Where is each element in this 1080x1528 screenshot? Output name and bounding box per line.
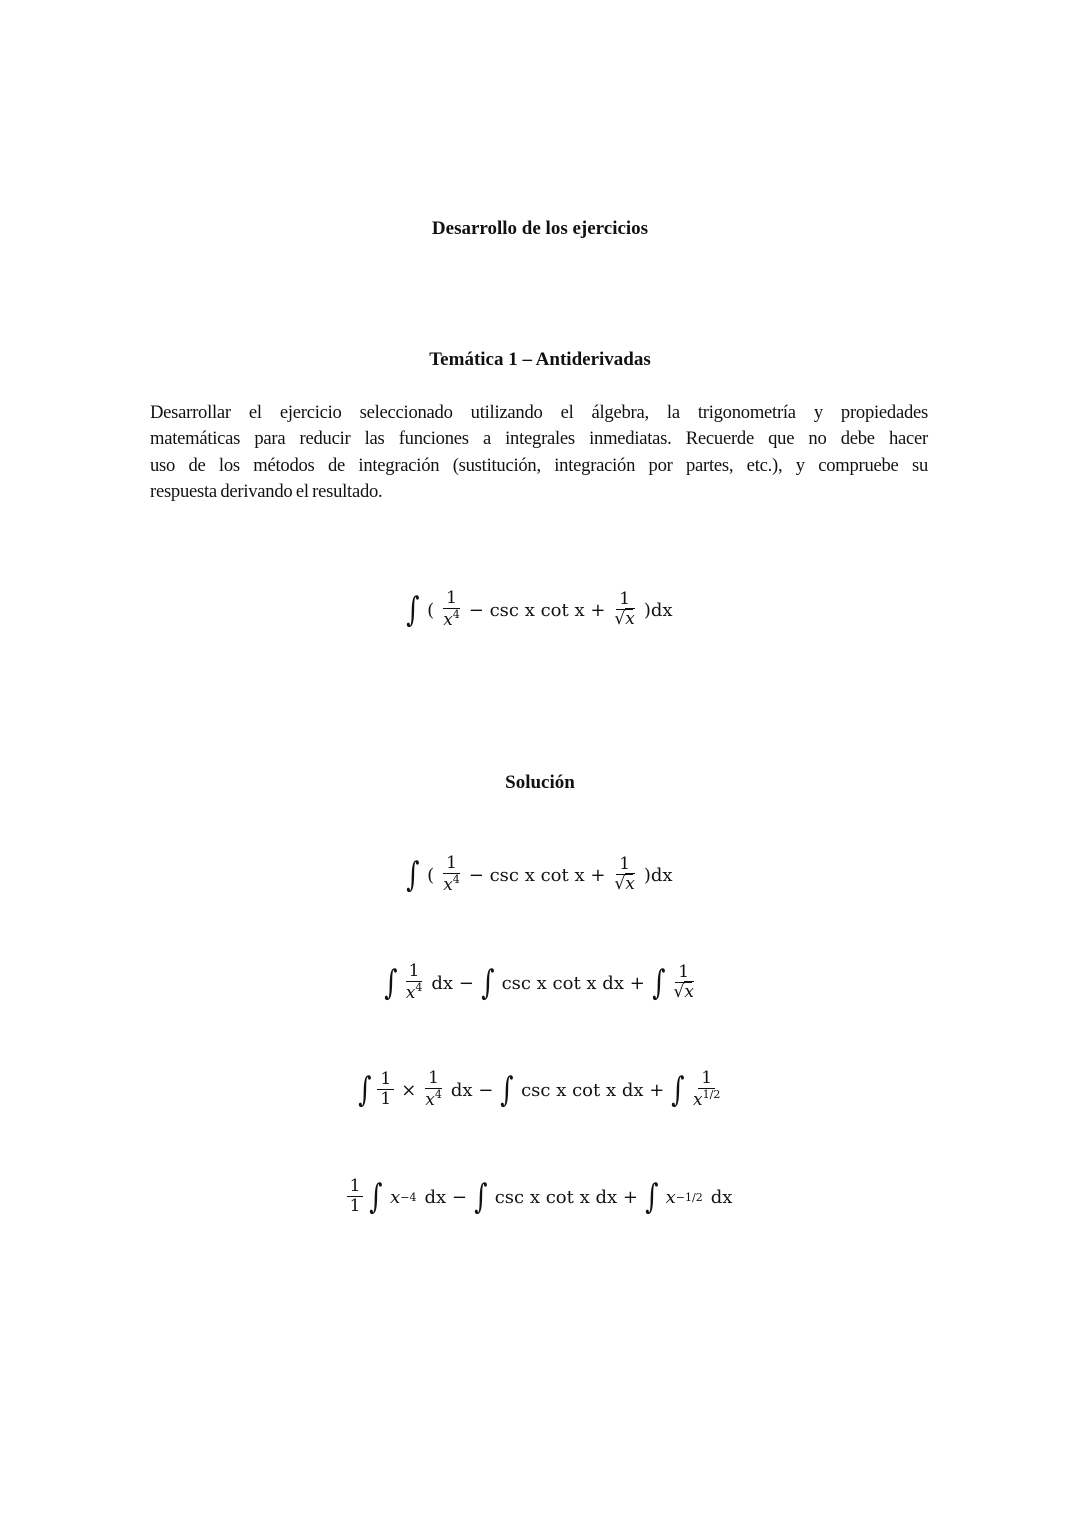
integral-sign: ∫ — [645, 1177, 659, 1217]
denominator — [423, 1089, 444, 1110]
solution-step-2 — [0, 953, 1080, 1013]
radicand: x — [684, 982, 694, 1003]
math-text: csc x cot x dx + — [501, 972, 645, 994]
exponent: 1/2 — [702, 1088, 721, 1102]
denominator — [612, 875, 636, 894]
numerator: 1 — [406, 963, 423, 982]
numerator: 1 — [443, 590, 460, 609]
denominator-base: 1 — [380, 1089, 392, 1110]
denominator-base: x — [405, 983, 416, 1004]
numerator: 1 — [698, 1070, 715, 1089]
sqrt-sign: √ — [614, 874, 626, 895]
denominator — [672, 983, 696, 1002]
denominator-base: x — [425, 1090, 435, 1111]
fraction — [404, 963, 425, 1003]
instructions-line: respuesta derivando el resultado. — [150, 480, 383, 502]
radicand: x — [625, 874, 635, 895]
exponent: −4 — [400, 1190, 417, 1204]
integral-sign: ∫ — [406, 590, 420, 630]
fraction — [423, 1070, 444, 1110]
math-text: dx — [710, 1186, 733, 1208]
fraction — [377, 1071, 394, 1109]
solution-step-4 — [0, 1167, 1080, 1227]
math-text: ( — [427, 599, 435, 621]
denominator — [441, 609, 462, 630]
fraction — [441, 590, 462, 630]
integral-sign: ∫ — [481, 963, 495, 1003]
numerator: 1 — [425, 1070, 442, 1089]
problem-equation — [0, 580, 1080, 640]
math-text: × — [401, 1079, 417, 1101]
denominator — [612, 610, 636, 629]
topic-heading: Temática 1 – Antiderivadas — [429, 349, 651, 370]
numerator: 1 — [616, 591, 633, 610]
solution-heading: Solución — [505, 772, 575, 793]
math-variable: x — [665, 1186, 676, 1208]
denominator — [348, 1197, 363, 1216]
fraction — [612, 591, 636, 629]
math-text: ( — [427, 864, 435, 886]
math-text: − csc x cot x + — [468, 599, 606, 621]
integral-sign: ∫ — [651, 963, 666, 1003]
numerator: 1 — [347, 1178, 364, 1197]
denominator — [691, 1089, 722, 1110]
instructions-line: matemáticas para reducir las funciones a integrales inmediatas. Recuerde que no debe hacer — [150, 428, 928, 450]
integral-sign: ∫ — [500, 1070, 514, 1110]
integral-sign: ∫ — [406, 855, 420, 895]
denominator-base: x — [693, 1090, 703, 1111]
fraction — [691, 1070, 722, 1110]
power — [666, 1187, 703, 1208]
math-text: csc x cot x dx + — [494, 1186, 638, 1208]
fraction — [612, 856, 636, 894]
integral-sign: ∫ — [384, 963, 398, 1003]
numerator: 1 — [377, 1071, 394, 1090]
math-text: dx − — [450, 1079, 494, 1101]
exponent: 4 — [434, 1088, 442, 1102]
math-variable: x — [390, 1186, 401, 1208]
math-text: − csc x cot x + — [468, 864, 606, 886]
denominator-base: x — [443, 610, 453, 631]
denominator-base: x — [443, 875, 453, 896]
integral-sign: ∫ — [357, 1070, 372, 1110]
fraction — [672, 964, 696, 1002]
math-text: csc x cot x dx + — [521, 1079, 665, 1101]
integral-sign: ∫ — [474, 1177, 488, 1217]
math-text: )dx — [643, 864, 673, 886]
instructions-line: Desarrollar el ejercicio seleccionado utilizando el álgebra, la trigonometría y propiedades — [150, 402, 928, 423]
numerator: 1 — [675, 964, 692, 983]
denominator — [404, 982, 425, 1003]
radicand: x — [625, 609, 635, 630]
denominator-base: 1 — [349, 1196, 361, 1217]
numerator: 1 — [443, 855, 460, 874]
math-text: dx − — [424, 1186, 467, 1208]
integral-sign: ∫ — [671, 1070, 685, 1110]
integral-sign: ∫ — [369, 1177, 383, 1217]
power — [390, 1187, 416, 1208]
sqrt-sign: √ — [673, 982, 685, 1003]
solution-step-1 — [0, 845, 1080, 905]
instructions-line: uso de los métodos de integración (sustitución, integración por partes, etc.), y compruebe su — [150, 454, 928, 476]
document-title: Desarrollo de los ejercicios — [431, 218, 649, 239]
exponent: 4 — [415, 981, 423, 995]
sqrt-sign: √ — [614, 609, 626, 630]
fraction — [347, 1178, 364, 1216]
numerator: 1 — [616, 856, 633, 875]
fraction — [441, 855, 462, 895]
exponent: −1/2 — [675, 1190, 703, 1204]
exponent: 4 — [452, 873, 460, 887]
solution-step-3 — [0, 1060, 1080, 1120]
instructions-paragraph — [150, 400, 928, 505]
exponent: 4 — [452, 608, 460, 622]
math-text: )dx — [643, 599, 673, 621]
denominator — [441, 874, 462, 895]
math-text: dx − — [431, 972, 474, 994]
denominator — [378, 1090, 393, 1109]
